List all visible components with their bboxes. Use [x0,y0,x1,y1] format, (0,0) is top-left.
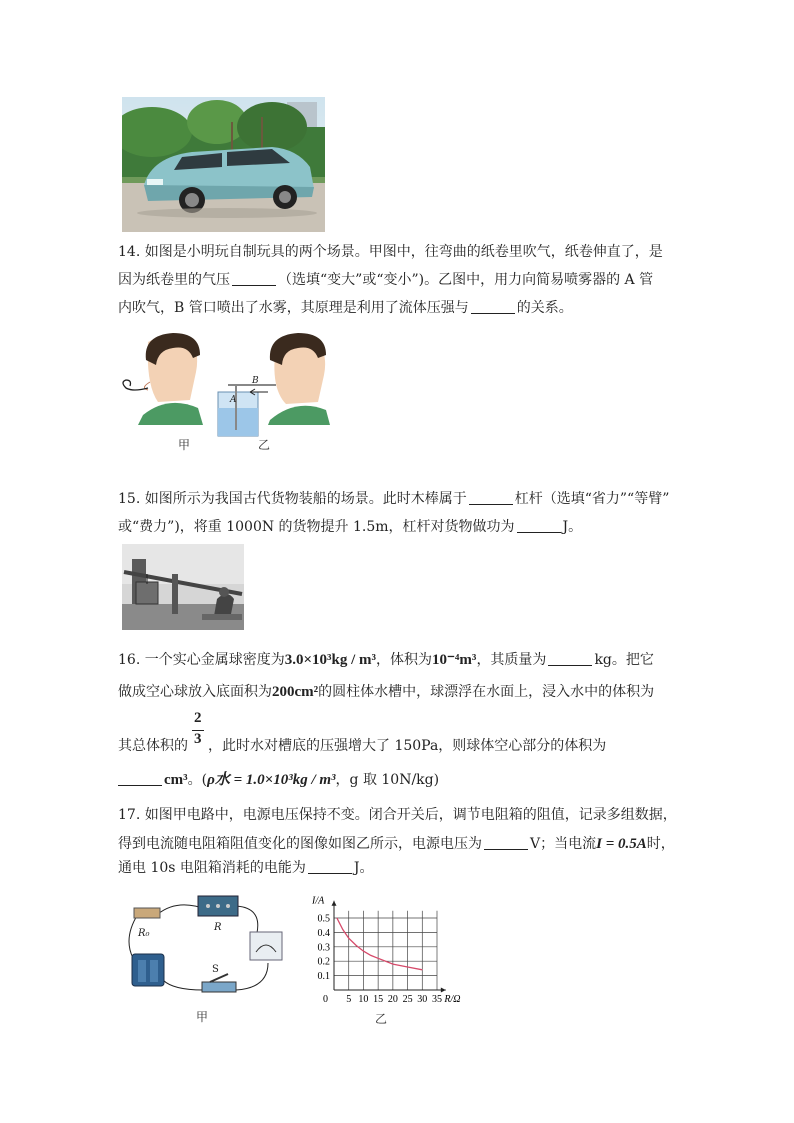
q15-text: 杠杆（选填“省力”“等臂” [514,491,670,507]
q14-line-2 [118,270,653,290]
area-formula: 200cm² [272,684,319,700]
q17-line-3 [118,858,374,878]
x-tick-label: 35 [432,994,442,1005]
label-B: B [252,376,259,386]
q14-line-3 [118,298,573,318]
q17-text: 得到电流随电阻箱阻值变化的图像如图乙所示，电源电压为 [118,836,482,852]
current-formula: I = 0.5A [596,836,647,852]
q14-text: 的关系。 [516,300,573,316]
answer-blank[interactable] [471,299,515,314]
fraction-denominator: 3 [194,731,202,747]
q16-line-4 [118,770,439,790]
q14-line-1: 14. 如图是小明玩自制玩具的两个场景。甲图中，往弯曲的纸卷里吹气，纸卷伸直了，是 [118,244,663,260]
q14-text: 因为纸卷里的气压 [118,272,230,288]
q17-text: 通电 10s 电阻箱消耗的电能为 [118,860,306,876]
q14-text: （选填“变大”或“变小”)。乙图中，用力向简易喷雾器的 A 管 [278,272,654,288]
q16-text: kg。把它 [594,652,654,668]
unit-cm3: cm³ [164,772,188,788]
y-tick-label: 0.5 [317,913,330,925]
answer-blank[interactable] [232,271,276,286]
q16-text: ，其质量为 [476,652,547,668]
label-S: S [212,964,219,975]
blowing-toy-figure [118,330,333,455]
q17-text: V；当电流 [530,836,597,852]
current-resistance-chart [300,882,480,1010]
q16-text: 其总体积的 [118,738,188,754]
y-axis-arrow [332,901,337,906]
car-photo [122,97,325,232]
origin-label: 0 [323,994,328,1005]
answer-blank[interactable] [484,835,528,850]
y-tick-label: 0.2 [317,956,330,968]
q17-text: 时， [646,836,675,852]
fraction-numerator: 2 [194,710,202,726]
answer-blank[interactable] [517,518,561,533]
caption-jia: 甲 [196,1010,209,1024]
q16-text: 16. 一个实心金属球密度为 [118,652,285,668]
label-A: A [230,395,237,405]
x-tick-label: 30 [417,994,428,1005]
answer-blank[interactable] [118,771,162,786]
volume-formula: 10⁻⁴m³ [432,652,477,668]
answer-blank[interactable] [548,651,592,666]
label-R0: R₀ [138,928,150,939]
x-tick-label: 15 [373,994,384,1005]
label-R: R [214,922,222,933]
q16-line-3 [118,736,606,756]
series-line [337,918,422,970]
q17-line-1: 17. 如图甲电路中，电源电压保持不变。闭合开关后，调节电阻箱的阻值，记录多组数据， [118,807,677,823]
q14-text: 内吹气，B 管口喷出了水雾，其原理是利用了流体压强与 [118,300,469,316]
y-tick-label: 0.4 [317,927,330,939]
q17-text: J。 [353,860,374,876]
y-tick-label: 0.1 [317,971,330,983]
q15-text: 或“费力”)，将重 1000N 的货物提升 1.5m，杠杆对货物做功为 [118,519,515,535]
q15-text: 15. 如图所示为我国古代货物装船的场景。此时木棒属于 [118,491,467,507]
q16-text: 做成空心球放入底面积为 [118,684,272,700]
x-tick-label: 25 [402,994,413,1005]
q16-text: 的圆柱体水槽中，球漂浮在水面上，浸入水中的体积为 [318,684,655,700]
q15-line-2 [118,517,582,537]
ancient-loading-figure [122,544,244,630]
y-tick-label: 0.3 [317,942,330,954]
x-tick-label: 10 [358,994,369,1005]
q17-line-2 [118,834,675,854]
q16-line-2 [118,682,654,702]
q16-text: 。( [187,772,208,788]
q15-text: J。 [562,519,583,535]
circuit-figure [118,888,298,1000]
water-density-formula: ρ水 = 1.0×10³kg / m³ [207,772,336,788]
x-axis-label: R/Ω [444,994,461,1005]
caption-yi: 乙 [375,1012,388,1026]
q16-text: ，体积为 [376,652,433,668]
q15-line-1 [118,489,669,509]
caption-jia: 甲 [178,438,191,452]
q16-line-1 [118,650,654,670]
x-tick-label: 20 [387,994,398,1005]
answer-blank[interactable] [308,859,352,874]
answer-blank[interactable] [469,490,513,505]
x-axis-arrow [441,988,446,993]
q16-text: ，此时水对槽底的压强增大了 150Pa，则球体空心部分的体积为 [208,738,607,754]
density-formula: 3.0×10³kg / m³ [284,652,377,668]
caption-yi: 乙 [258,438,271,452]
x-tick-label: 5 [346,994,352,1005]
y-axis-label: I/A [312,895,325,907]
q16-text: ，g 取 10N/kg) [335,772,440,788]
